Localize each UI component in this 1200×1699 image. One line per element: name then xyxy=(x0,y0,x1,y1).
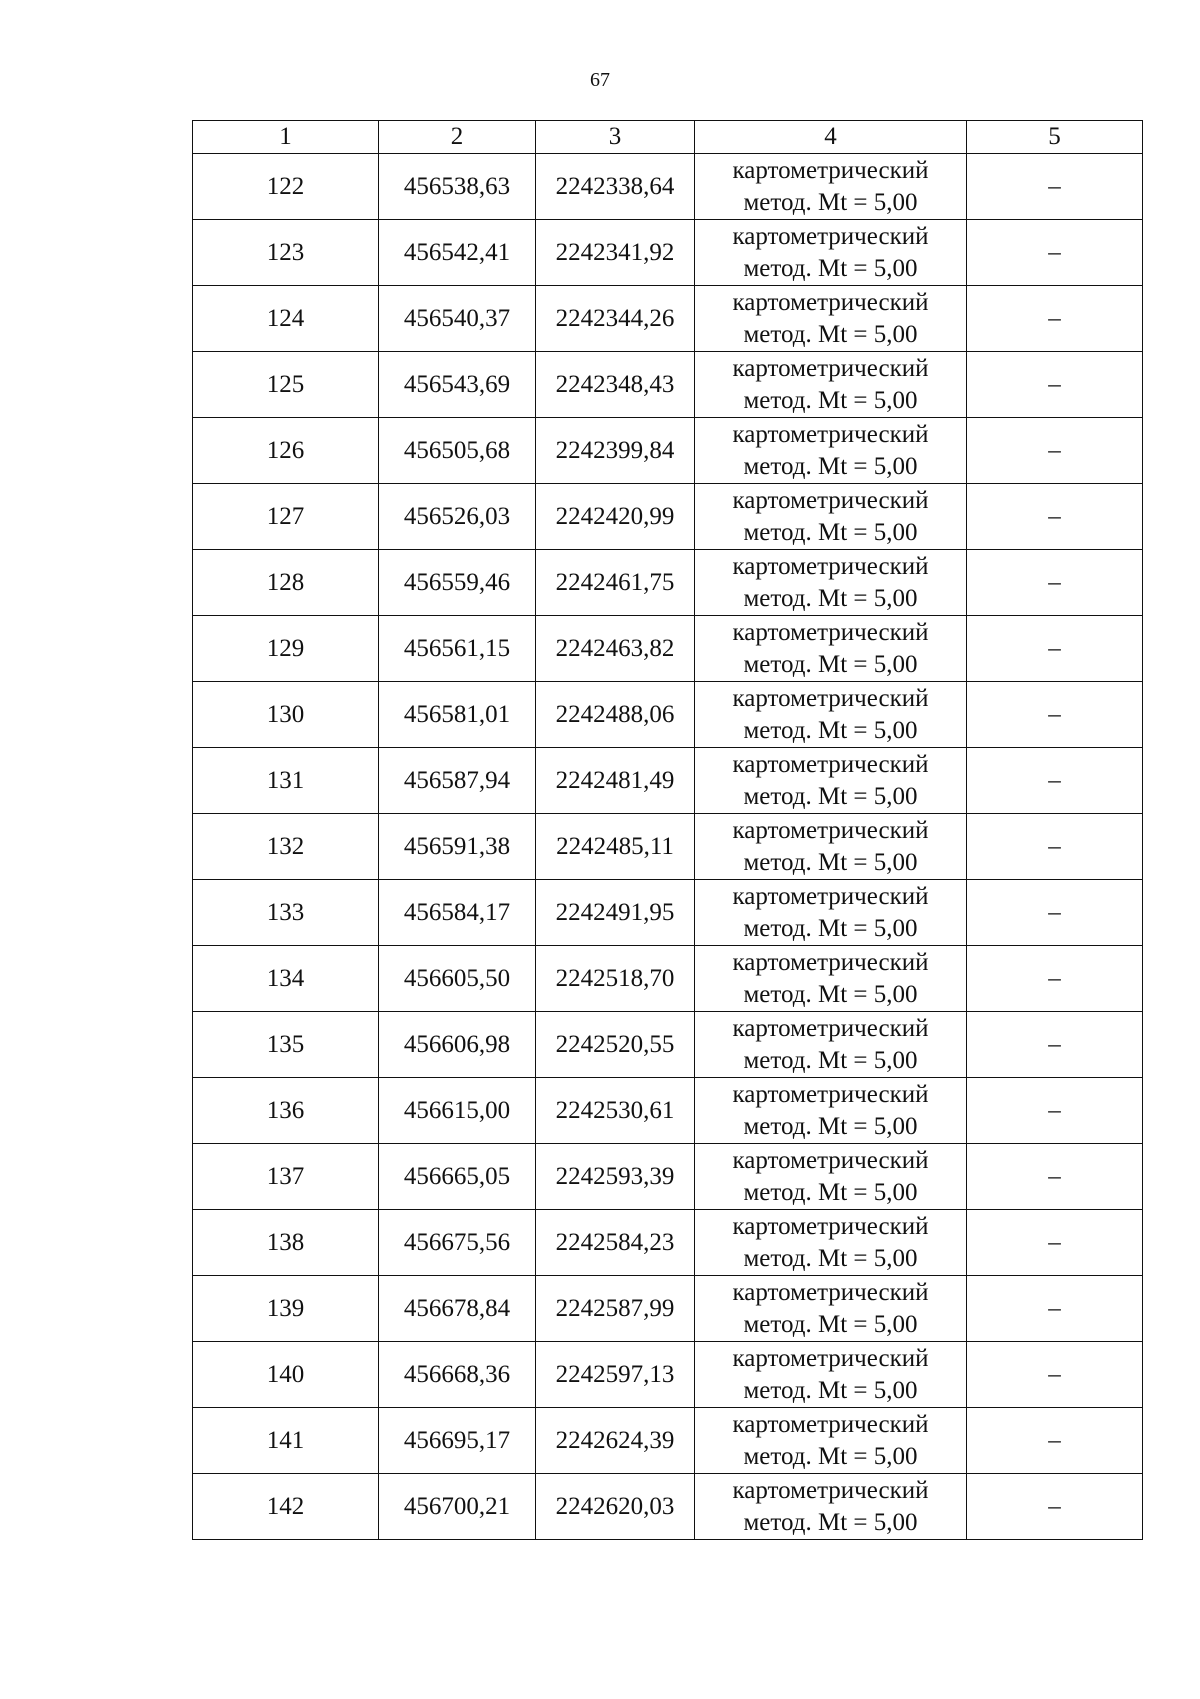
method-cell xyxy=(695,1012,967,1078)
note-cell: – xyxy=(967,550,1143,616)
method-line-1: картометрический xyxy=(732,816,929,844)
x-coordinate-cell: 456584,17 xyxy=(379,880,536,946)
point-number-cell: 136 xyxy=(193,1078,379,1144)
x-coordinate-cell: 456591,38 xyxy=(379,814,536,880)
method-line-1: картометрический xyxy=(732,1212,929,1240)
table-row xyxy=(193,154,1143,220)
y-coordinate-cell: 2242481,49 xyxy=(536,748,695,814)
method-cell xyxy=(695,418,967,484)
note-cell: – xyxy=(967,154,1143,220)
y-coordinate-cell: 2242461,75 xyxy=(536,550,695,616)
note-cell: – xyxy=(967,1408,1143,1474)
method-cell xyxy=(695,946,967,1012)
method-line-1: картометрический xyxy=(732,948,929,976)
header-col-5: 5 xyxy=(967,121,1143,154)
method-line-2: метод. Mt = 5,00 xyxy=(743,1244,918,1272)
x-coordinate-cell: 456559,46 xyxy=(379,550,536,616)
method-line-2: метод. Mt = 5,00 xyxy=(743,320,918,348)
x-coordinate-cell: 456561,15 xyxy=(379,616,536,682)
y-coordinate-cell: 2242338,64 xyxy=(536,154,695,220)
y-coordinate-cell: 2242399,84 xyxy=(536,418,695,484)
x-coordinate-cell: 456700,21 xyxy=(379,1474,536,1540)
method-line-1: картометрический xyxy=(732,1476,929,1504)
method-line-1: картометрический xyxy=(732,684,929,712)
method-line-2: метод. Mt = 5,00 xyxy=(743,980,918,1008)
table-row xyxy=(193,418,1143,484)
note-cell: – xyxy=(967,1276,1143,1342)
x-coordinate-cell: 456678,84 xyxy=(379,1276,536,1342)
method-cell xyxy=(695,550,967,616)
table-row xyxy=(193,814,1143,880)
method-cell xyxy=(695,748,967,814)
y-coordinate-cell: 2242348,43 xyxy=(536,352,695,418)
point-number-cell: 129 xyxy=(193,616,379,682)
x-coordinate-cell: 456606,98 xyxy=(379,1012,536,1078)
method-line-1: картометрический xyxy=(732,882,929,910)
point-number-cell: 137 xyxy=(193,1144,379,1210)
method-cell xyxy=(695,1276,967,1342)
method-line-2: метод. Mt = 5,00 xyxy=(743,848,918,876)
page-number: 67 xyxy=(590,69,610,91)
method-line-1: картометрический xyxy=(732,552,929,580)
x-coordinate-cell: 456581,01 xyxy=(379,682,536,748)
method-cell xyxy=(695,286,967,352)
method-cell xyxy=(695,1408,967,1474)
point-number-cell: 132 xyxy=(193,814,379,880)
x-coordinate-cell: 456526,03 xyxy=(379,484,536,550)
method-line-1: картометрический xyxy=(732,1014,929,1042)
x-coordinate-cell: 456587,94 xyxy=(379,748,536,814)
note-cell: – xyxy=(967,748,1143,814)
point-number-cell: 134 xyxy=(193,946,379,1012)
method-line-2: метод. Mt = 5,00 xyxy=(743,452,918,480)
method-line-2: метод. Mt = 5,00 xyxy=(743,518,918,546)
note-cell: – xyxy=(967,220,1143,286)
method-line-2: метод. Mt = 5,00 xyxy=(743,1046,918,1074)
table-row xyxy=(193,1408,1143,1474)
note-cell: – xyxy=(967,1342,1143,1408)
note-cell: – xyxy=(967,946,1143,1012)
method-line-2: метод. Mt = 5,00 xyxy=(743,1310,918,1338)
x-coordinate-cell: 456543,69 xyxy=(379,352,536,418)
method-cell xyxy=(695,1144,967,1210)
method-line-2: метод. Mt = 5,00 xyxy=(743,1442,918,1470)
table-row xyxy=(193,1210,1143,1276)
note-cell: – xyxy=(967,682,1143,748)
point-number-cell: 138 xyxy=(193,1210,379,1276)
method-line-2: метод. Mt = 5,00 xyxy=(743,1376,918,1404)
method-cell xyxy=(695,484,967,550)
point-number-cell: 139 xyxy=(193,1276,379,1342)
note-cell: – xyxy=(967,1078,1143,1144)
y-coordinate-cell: 2242530,61 xyxy=(536,1078,695,1144)
point-number-cell: 142 xyxy=(193,1474,379,1540)
y-coordinate-cell: 2242620,03 xyxy=(536,1474,695,1540)
table-row xyxy=(193,616,1143,682)
point-number-cell: 128 xyxy=(193,550,379,616)
point-number-cell: 127 xyxy=(193,484,379,550)
x-coordinate-cell: 456675,56 xyxy=(379,1210,536,1276)
method-line-2: метод. Mt = 5,00 xyxy=(743,584,918,612)
table-row xyxy=(193,484,1143,550)
y-coordinate-cell: 2242520,55 xyxy=(536,1012,695,1078)
method-cell xyxy=(695,1342,967,1408)
note-cell: – xyxy=(967,880,1143,946)
y-coordinate-cell: 2242587,99 xyxy=(536,1276,695,1342)
point-number-cell: 122 xyxy=(193,154,379,220)
table-row xyxy=(193,550,1143,616)
table-row xyxy=(193,1276,1143,1342)
method-cell xyxy=(695,154,967,220)
y-coordinate-cell: 2242420,99 xyxy=(536,484,695,550)
method-line-2: метод. Mt = 5,00 xyxy=(743,188,918,216)
y-coordinate-cell: 2242485,11 xyxy=(536,814,695,880)
x-coordinate-cell: 456538,63 xyxy=(379,154,536,220)
table-header-row xyxy=(193,121,1143,154)
point-number-cell: 126 xyxy=(193,418,379,484)
method-line-1: картометрический xyxy=(732,1146,929,1174)
header-col-3: 3 xyxy=(536,121,695,154)
point-number-cell: 141 xyxy=(193,1408,379,1474)
method-line-2: метод. Mt = 5,00 xyxy=(743,1508,918,1536)
y-coordinate-cell: 2242488,06 xyxy=(536,682,695,748)
method-cell xyxy=(695,880,967,946)
y-coordinate-cell: 2242344,26 xyxy=(536,286,695,352)
table-row xyxy=(193,748,1143,814)
table-row xyxy=(193,946,1143,1012)
note-cell: – xyxy=(967,1144,1143,1210)
x-coordinate-cell: 456615,00 xyxy=(379,1078,536,1144)
method-line-1: картометрический xyxy=(732,288,929,316)
method-line-1: картометрический xyxy=(732,1410,929,1438)
note-cell: – xyxy=(967,352,1143,418)
y-coordinate-cell: 2242518,70 xyxy=(536,946,695,1012)
table-row xyxy=(193,286,1143,352)
method-line-1: картометрический xyxy=(732,420,929,448)
method-cell xyxy=(695,682,967,748)
note-cell: – xyxy=(967,1474,1143,1540)
y-coordinate-cell: 2242341,92 xyxy=(536,220,695,286)
note-cell: – xyxy=(967,1210,1143,1276)
point-number-cell: 140 xyxy=(193,1342,379,1408)
method-line-1: картометрический xyxy=(732,1080,929,1108)
method-line-2: метод. Mt = 5,00 xyxy=(743,782,918,810)
method-line-1: картометрический xyxy=(732,750,929,778)
x-coordinate-cell: 456540,37 xyxy=(379,286,536,352)
table-row xyxy=(193,682,1143,748)
method-cell xyxy=(695,1474,967,1540)
table-row xyxy=(193,352,1143,418)
header-col-1: 1 xyxy=(193,121,379,154)
method-line-2: метод. Mt = 5,00 xyxy=(743,254,918,282)
point-number-cell: 125 xyxy=(193,352,379,418)
header-col-2: 2 xyxy=(379,121,536,154)
point-number-cell: 124 xyxy=(193,286,379,352)
table-row xyxy=(193,1474,1143,1540)
header-col-4: 4 xyxy=(695,121,967,154)
method-line-1: картометрический xyxy=(732,618,929,646)
method-line-2: метод. Mt = 5,00 xyxy=(743,1112,918,1140)
method-line-1: картометрический xyxy=(732,222,929,250)
note-cell: – xyxy=(967,418,1143,484)
method-cell xyxy=(695,352,967,418)
y-coordinate-cell: 2242624,39 xyxy=(536,1408,695,1474)
method-line-1: картометрический xyxy=(732,1344,929,1372)
table-row xyxy=(193,880,1143,946)
table-row xyxy=(193,1012,1143,1078)
point-number-cell: 131 xyxy=(193,748,379,814)
note-cell: – xyxy=(967,814,1143,880)
x-coordinate-cell: 456542,41 xyxy=(379,220,536,286)
note-cell: – xyxy=(967,286,1143,352)
method-line-1: картометрический xyxy=(732,1278,929,1306)
table-row xyxy=(193,220,1143,286)
method-cell xyxy=(695,616,967,682)
x-coordinate-cell: 456668,36 xyxy=(379,1342,536,1408)
note-cell: – xyxy=(967,616,1143,682)
method-line-1: картометрический xyxy=(732,486,929,514)
table-row xyxy=(193,1342,1143,1408)
y-coordinate-cell: 2242491,95 xyxy=(536,880,695,946)
point-number-cell: 130 xyxy=(193,682,379,748)
method-line-2: метод. Mt = 5,00 xyxy=(743,1178,918,1206)
y-coordinate-cell: 2242584,23 xyxy=(536,1210,695,1276)
method-line-1: картометрический xyxy=(732,354,929,382)
y-coordinate-cell: 2242593,39 xyxy=(536,1144,695,1210)
method-line-2: метод. Mt = 5,00 xyxy=(743,650,918,678)
table-row xyxy=(193,1078,1143,1144)
method-line-2: метод. Mt = 5,00 xyxy=(743,914,918,942)
note-cell: – xyxy=(967,1012,1143,1078)
method-cell xyxy=(695,814,967,880)
point-number-cell: 123 xyxy=(193,220,379,286)
method-line-2: метод. Mt = 5,00 xyxy=(743,386,918,414)
y-coordinate-cell: 2242463,82 xyxy=(536,616,695,682)
method-cell xyxy=(695,1078,967,1144)
table-row xyxy=(193,1144,1143,1210)
x-coordinate-cell: 456665,05 xyxy=(379,1144,536,1210)
x-coordinate-cell: 456695,17 xyxy=(379,1408,536,1474)
x-coordinate-cell: 456505,68 xyxy=(379,418,536,484)
method-line-2: метод. Mt = 5,00 xyxy=(743,716,918,744)
point-number-cell: 135 xyxy=(193,1012,379,1078)
method-cell xyxy=(695,1210,967,1276)
x-coordinate-cell: 456605,50 xyxy=(379,946,536,1012)
y-coordinate-cell: 2242597,13 xyxy=(536,1342,695,1408)
point-number-cell: 133 xyxy=(193,880,379,946)
table-body xyxy=(193,154,1143,1540)
method-cell xyxy=(695,220,967,286)
coordinates-table xyxy=(192,120,1143,1540)
note-cell: – xyxy=(967,484,1143,550)
method-line-1: картометрический xyxy=(732,156,929,184)
